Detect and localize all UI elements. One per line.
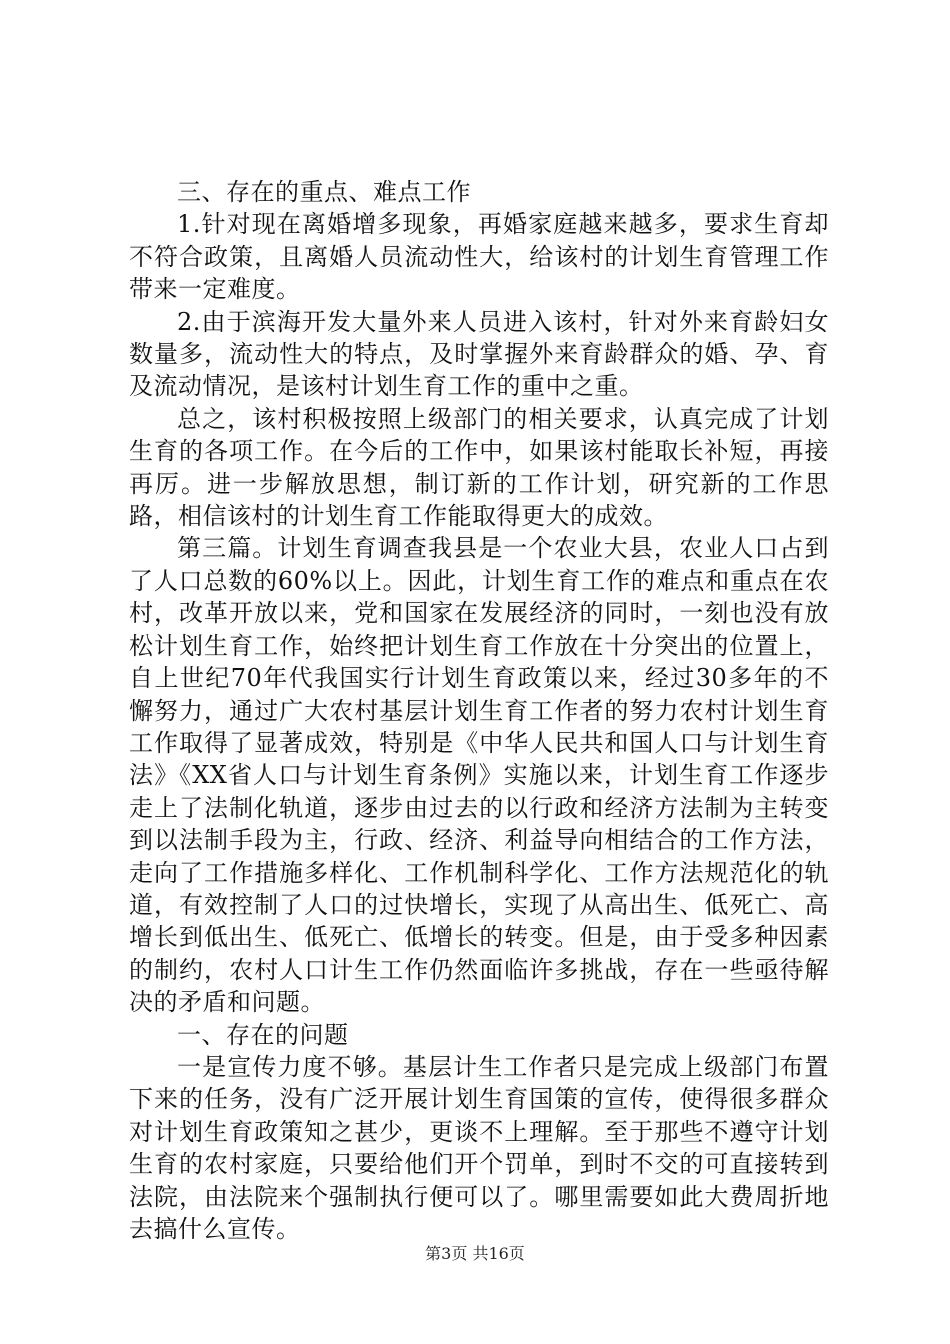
document-body (129, 176, 829, 1245)
paragraph-point-1: 1.针对现在离婚增多现象，再婚家庭越来越多，要求生育却不符合政策，且离婚人员流动性大，给该村的计划生育管理工作带来一定难度。 (129, 210, 829, 304)
section-heading-key-difficulties: 三、存在的重点、难点工作 (177, 178, 471, 206)
page-number-label: 第3页 共16页 (425, 1244, 525, 1263)
page-footer (0, 1244, 950, 1264)
paragraph-third-article: 第三篇。计划生育调查我县是一个农业大县，农业人口占到了人口总数的60%以上。因此，计划生育工作的难点和重点在农村，改革开放以来，党和国家在发展经济的同时，一刻也没有放松计划生育工作，始终把计划生育工作放在十分突出的位置上，自上世纪70年代我国实行计划生育政策以来，经过30多年的不懈努力，通过广大农村基层计划生育工作者的努力农村计划生育工作取得了显著成效，特别是《中华人民共和国人口与计划生育法》《XX省人口与计划生育条例》实施以来，计划生育工作逐步走上了法制化轨道，逐步由过去的以行政和经济方法制为主转变到以法制手段为主，行政、经济、利益导向相结合的工作方法，走向了工作措施多样化、工作机制科学化、工作方法规范化的轨道，有效控制了人口的过快增长，实现了从高出生、低死亡、高增长到低出生、低死亡、低增长的转变。但是，由于受多种因素的制约，农村人口计生工作仍然面临许多挑战，存在一些亟待解决的矛盾和问题。 (129, 534, 829, 1017)
paragraph-point-2: 2.由于滨海开发大量外来人员进入该村，针对外来育龄妇女数量多，流动性大的特点，及时掌握外来育龄群众的婚、孕、育及流动情况，是该村计划生育工作的重中之重。 (129, 307, 829, 401)
section-heading-problems: 一、存在的问题 (177, 1020, 349, 1049)
paragraph-summary: 总之，该村积极按照上级部门的相关要求，认真完成了计划生育的各项工作。在今后的工作中，如果该村能取长补短，再接再厉。进一步解放思想，制订新的工作计划，研究新的工作思路，相信该村的计划生育工作能取得更大的成效。 (129, 404, 829, 531)
paragraph-publicity: 一是宣传力度不够。基层计生工作者只是完成上级部门布置下来的任务，没有广泛开展计划生育国策的宣传，使得很多群众对计划生育政策知之甚少，更谈不上理解。至于那些不遵守计划生育的农村家庭，只要给他们开个罚单，到时不交的可直接转到法院，由法院来个强制执行便可以了。哪里需要如此大费周折地去搞什么宣传。 (129, 1052, 829, 1243)
